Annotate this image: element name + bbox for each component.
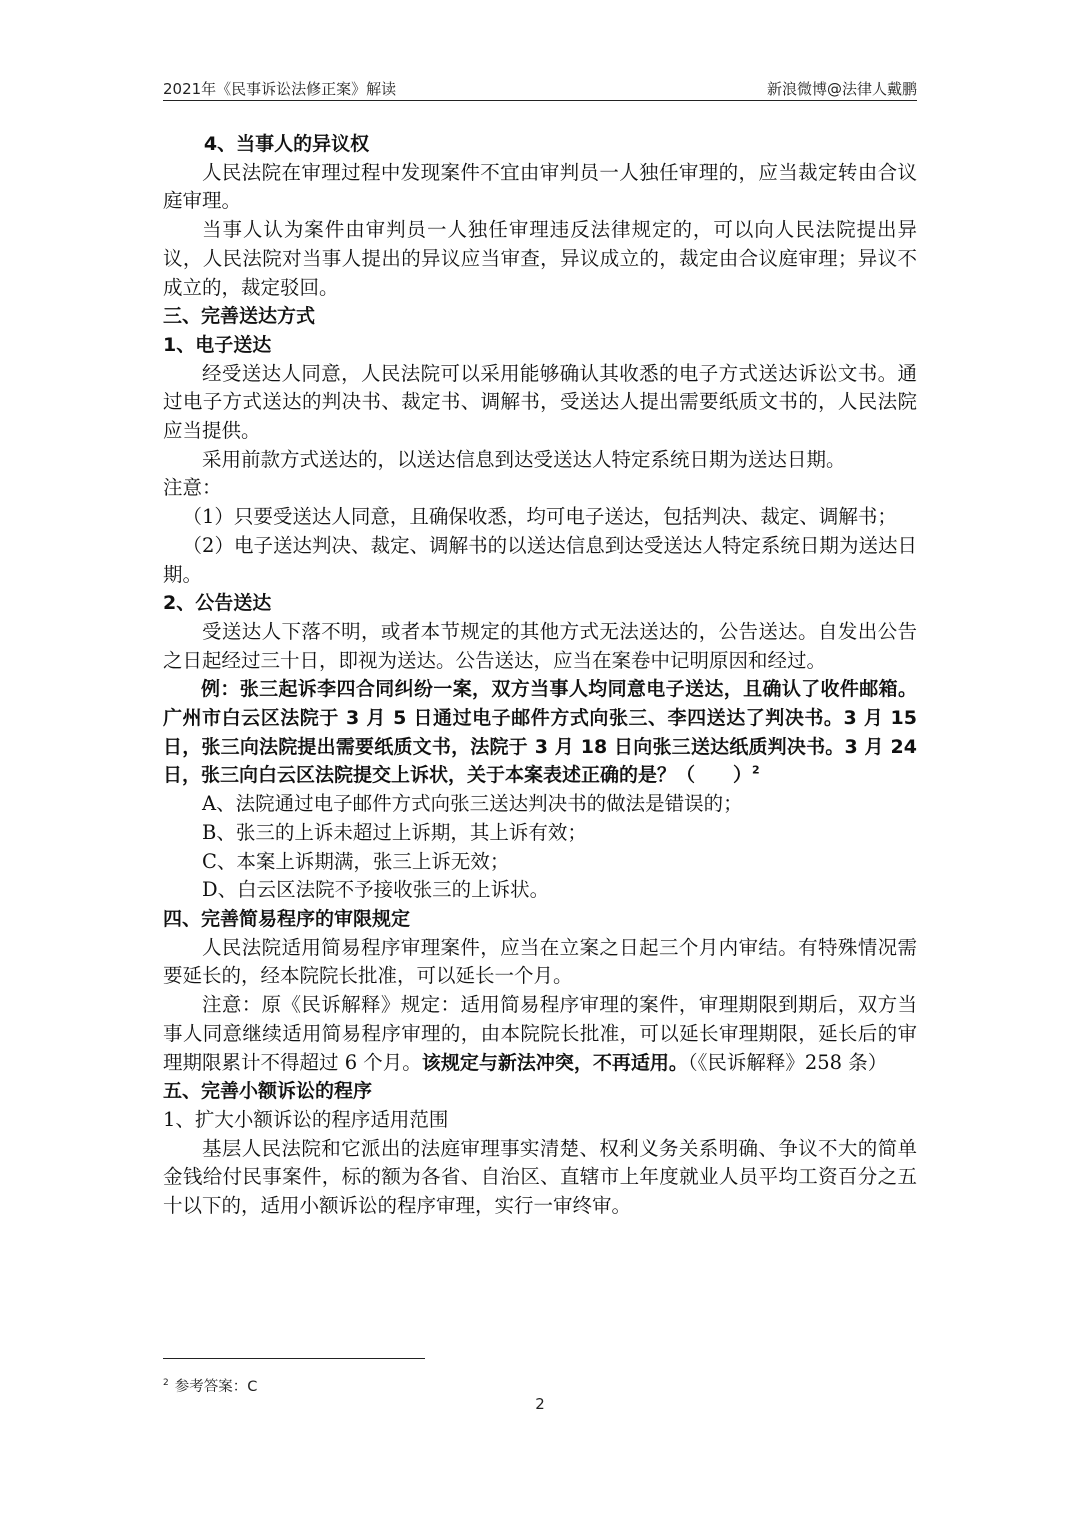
- option-a: A、法院通过电子邮件方式向张三送达判决书的做法是错误的；: [202, 792, 743, 816]
- example-question: [163, 675, 917, 790]
- paragraph: 人民法院适用简易程序审理案件，应当在立案之日起三个月内审结。有特殊情况需要延长的，经本院院长批准，可以延长一个月。: [163, 935, 917, 988]
- paragraph: 人民法院在审理过程中发现案件不宜由审判员一人独任审理的，应当裁定转由合议庭审理。: [163, 160, 917, 213]
- option-c: C、本案上诉期满，张三上诉无效；: [202, 849, 510, 873]
- footnote-text: 参考答案：C: [174, 1379, 258, 1395]
- heading-section-5: 五、完善小额诉讼的程序: [163, 1080, 373, 1103]
- paragraph: 采用前款方式送达的，以送达信息到达受送达人特定系统日期为送达日期。: [202, 447, 846, 471]
- header-author: 新浪微博@法律人戴鹏: [766, 80, 917, 98]
- header-title: 2021年《民事诉讼法修正案》解读: [163, 80, 397, 98]
- note-item: （2）电子送达判决、裁定、调解书的以送达信息到达受送达人特定系统日期为送达日期。: [163, 533, 917, 586]
- option-d: D、白云区法院不予接收张三的上诉状。: [202, 878, 550, 902]
- heading-section-4: 四、完善简易程序的审限规定: [163, 907, 411, 930]
- page-content: [163, 130, 917, 1221]
- page-header: [163, 72, 917, 101]
- note-bold-text: 该规定与新法冲突，不再适用。: [421, 1051, 688, 1074]
- example-text: 例：张三起诉李四合同纠纷一案，双方当事人均同意电子送达，且确认了收件邮箱。广州市白云区法院于 3 月 5 日通过电子邮件方式向张三、李四送达了判决书。3 月 15 日，张三向法院提出需要纸质文书，法院于 3 月 18 日向张三送达纸质判决书。3 月 24 日，张三向白云区法院提交上诉状，关于本案表述正确的是？（ ）: [163, 678, 917, 787]
- heading-objection-right: 4、当事人的异议权: [203, 133, 370, 155]
- option-b: B、张三的上诉未超过上诉期，其上诉有效；: [202, 820, 587, 844]
- footnote-ref[interactable]: 2: [752, 764, 760, 778]
- footnote-divider: [163, 1358, 425, 1359]
- footnote-mark: 2: [163, 1378, 169, 1389]
- heading-section-3: 三、完善送达方式: [163, 305, 316, 328]
- paragraph: 当事人认为案件由审判员一人独任审理违反法律规定的，可以向人民法院提出异议，人民法院对当事人提出的异议应当审查，异议成立的，裁定由合议庭审理；异议不成立的，裁定驳回。: [163, 218, 917, 299]
- note-tail-text: （《民诉解释》258 条）: [687, 1050, 888, 1074]
- heading-electronic-service: 1、电子送达: [163, 333, 272, 356]
- heading-public-notice: 2、公告送达: [163, 592, 272, 615]
- footnote: [163, 1375, 257, 1396]
- paragraph: 受送达人下落不明，或者本节规定的其他方式无法送达的，公告送达。自发出公告之日起经过三十日，即视为送达。公告送达，应当在案卷中记明原因和经过。: [163, 619, 917, 672]
- note-label: 注意：: [163, 476, 222, 500]
- page-number: 2: [535, 1395, 545, 1413]
- note-item: （1）只要受送达人同意，且确保收悉，均可电子送达，包括判决、裁定、调解书；: [182, 505, 897, 529]
- paragraph-note: [163, 991, 917, 1077]
- paragraph: 经受送达人同意，人民法院可以采用能够确认其收悉的电子方式送达诉讼文书。通过电子方式送达的判决书、裁定书、调解书，受送达人提出需要纸质文书的，人民法院应当提供。: [163, 361, 917, 443]
- note-text: 注意：原《民诉解释》规定：适用简易程序审理的案件，审理期限到期后，双方当事人同意继续适用简易程序审理的，由本院院长批准，可以延长审理期限，延长后的审理期限累计不得超过 6 个月。: [163, 993, 917, 1074]
- subheading-small-claims: 1、扩大小额诉讼的程序适用范围: [163, 1107, 449, 1131]
- paragraph: 基层人民法院和它派出的法庭审理事实清楚、权利义务关系明确、争议不大的简单金钱给付民事案件，标的额为各省、自治区、直辖市上年度就业人员平均工资百分之五十以下的，适用小额诉讼的程序审理，实行一审终审。: [163, 1136, 917, 1218]
